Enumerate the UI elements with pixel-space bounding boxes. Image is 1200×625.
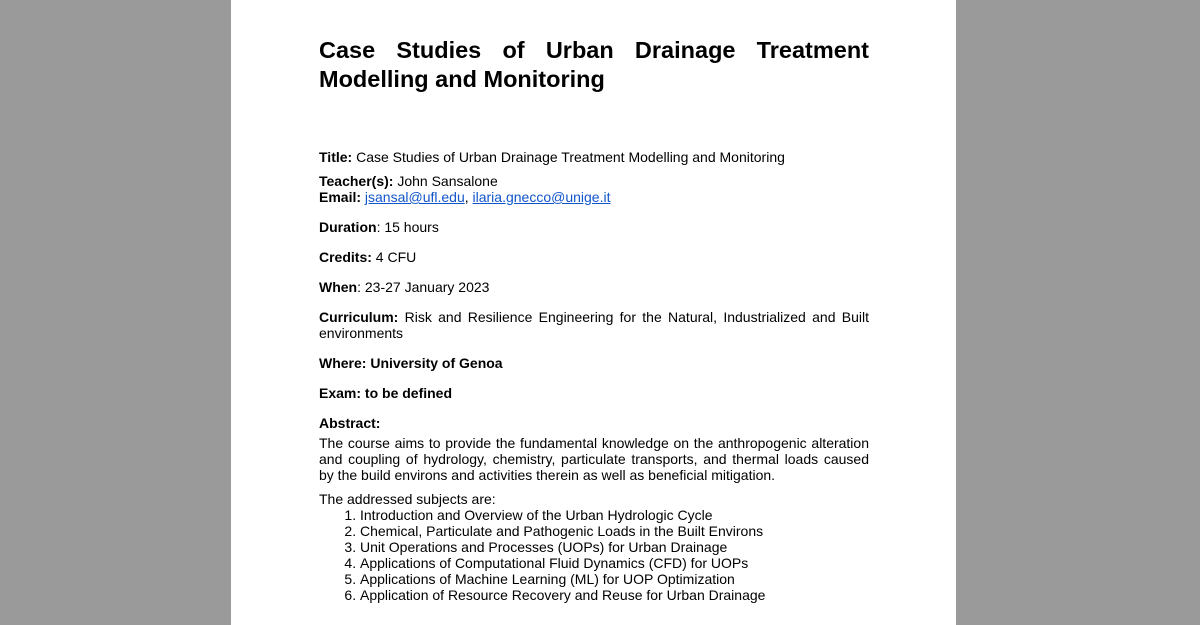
subjects-list — [319, 507, 869, 603]
title-line — [319, 149, 869, 165]
curriculum-label: Curriculum: — [319, 309, 399, 325]
title-value: Case Studies of Urban Drainage Treatment Modelling and Monitoring — [356, 149, 785, 165]
credits-label: Credits: — [319, 249, 372, 265]
duration-value: : 15 hours — [376, 219, 439, 235]
where-line: Where: University of Genoa — [319, 355, 503, 371]
when-line — [319, 279, 869, 295]
teacher-line — [319, 173, 869, 189]
exam-line: Exam: to be defined — [319, 385, 453, 401]
email-link-gnecco[interactable]: ilaria.gnecco@unige.it — [472, 189, 611, 205]
teacher-value: John Sansalone — [397, 173, 498, 189]
curriculum-value: Risk and Resilience Engineering for the Natural, Industrialized and Built environments — [319, 309, 869, 341]
duration-line — [319, 219, 869, 235]
email-link-sansalone[interactable]: jsansal@ufl.edu — [364, 189, 465, 205]
abstract-text: The course aims to provide the fundamental knowledge on the anthropogenic alteration and coupling of hydrology, chemistry, particulate transports, and thermal loads caused by the build environs and activities therein as well as beneficial mitigation. — [319, 435, 869, 483]
duration-label: Duration — [319, 219, 377, 235]
list-item: 6. Application of Resource Recovery and Reuse for Urban Drainage — [360, 587, 869, 603]
document-heading: Case Studies of Urban Drainage Treatment Modelling and Monitoring — [319, 37, 869, 92]
list-item: 1. Introduction and Overview of the Urban Hydrologic Cycle — [360, 507, 869, 523]
email-line — [319, 189, 869, 205]
title-label: Title: — [319, 149, 353, 165]
document-content — [319, 36, 869, 603]
list-item: 2. Chemical, Particulate and Pathogenic Loads in the Built Environs — [360, 523, 869, 539]
email-separator: , — [464, 189, 469, 205]
list-item: 4. Applications of Computational Fluid Dynamics (CFD) for UOPs — [360, 555, 869, 571]
curriculum-line — [319, 309, 869, 341]
abstract-heading: Abstract: — [319, 415, 381, 431]
when-label: When — [319, 279, 358, 295]
list-item: 5. Applications of Machine Learning (ML) for UOP Optimization — [360, 571, 869, 587]
email-label: Email: — [319, 189, 362, 205]
credits-line — [319, 249, 869, 265]
credits-value: 4 CFU — [375, 249, 417, 265]
course-metadata — [319, 149, 869, 603]
when-value: : 23-27 January 2023 — [357, 279, 490, 295]
teacher-label: Teacher(s): — [319, 173, 394, 189]
list-item: 3. Unit Operations and Processes (UOPs) for Urban Drainage — [360, 539, 869, 555]
subjects-intro: The addressed subjects are: — [319, 491, 496, 507]
document-page — [231, 0, 956, 625]
